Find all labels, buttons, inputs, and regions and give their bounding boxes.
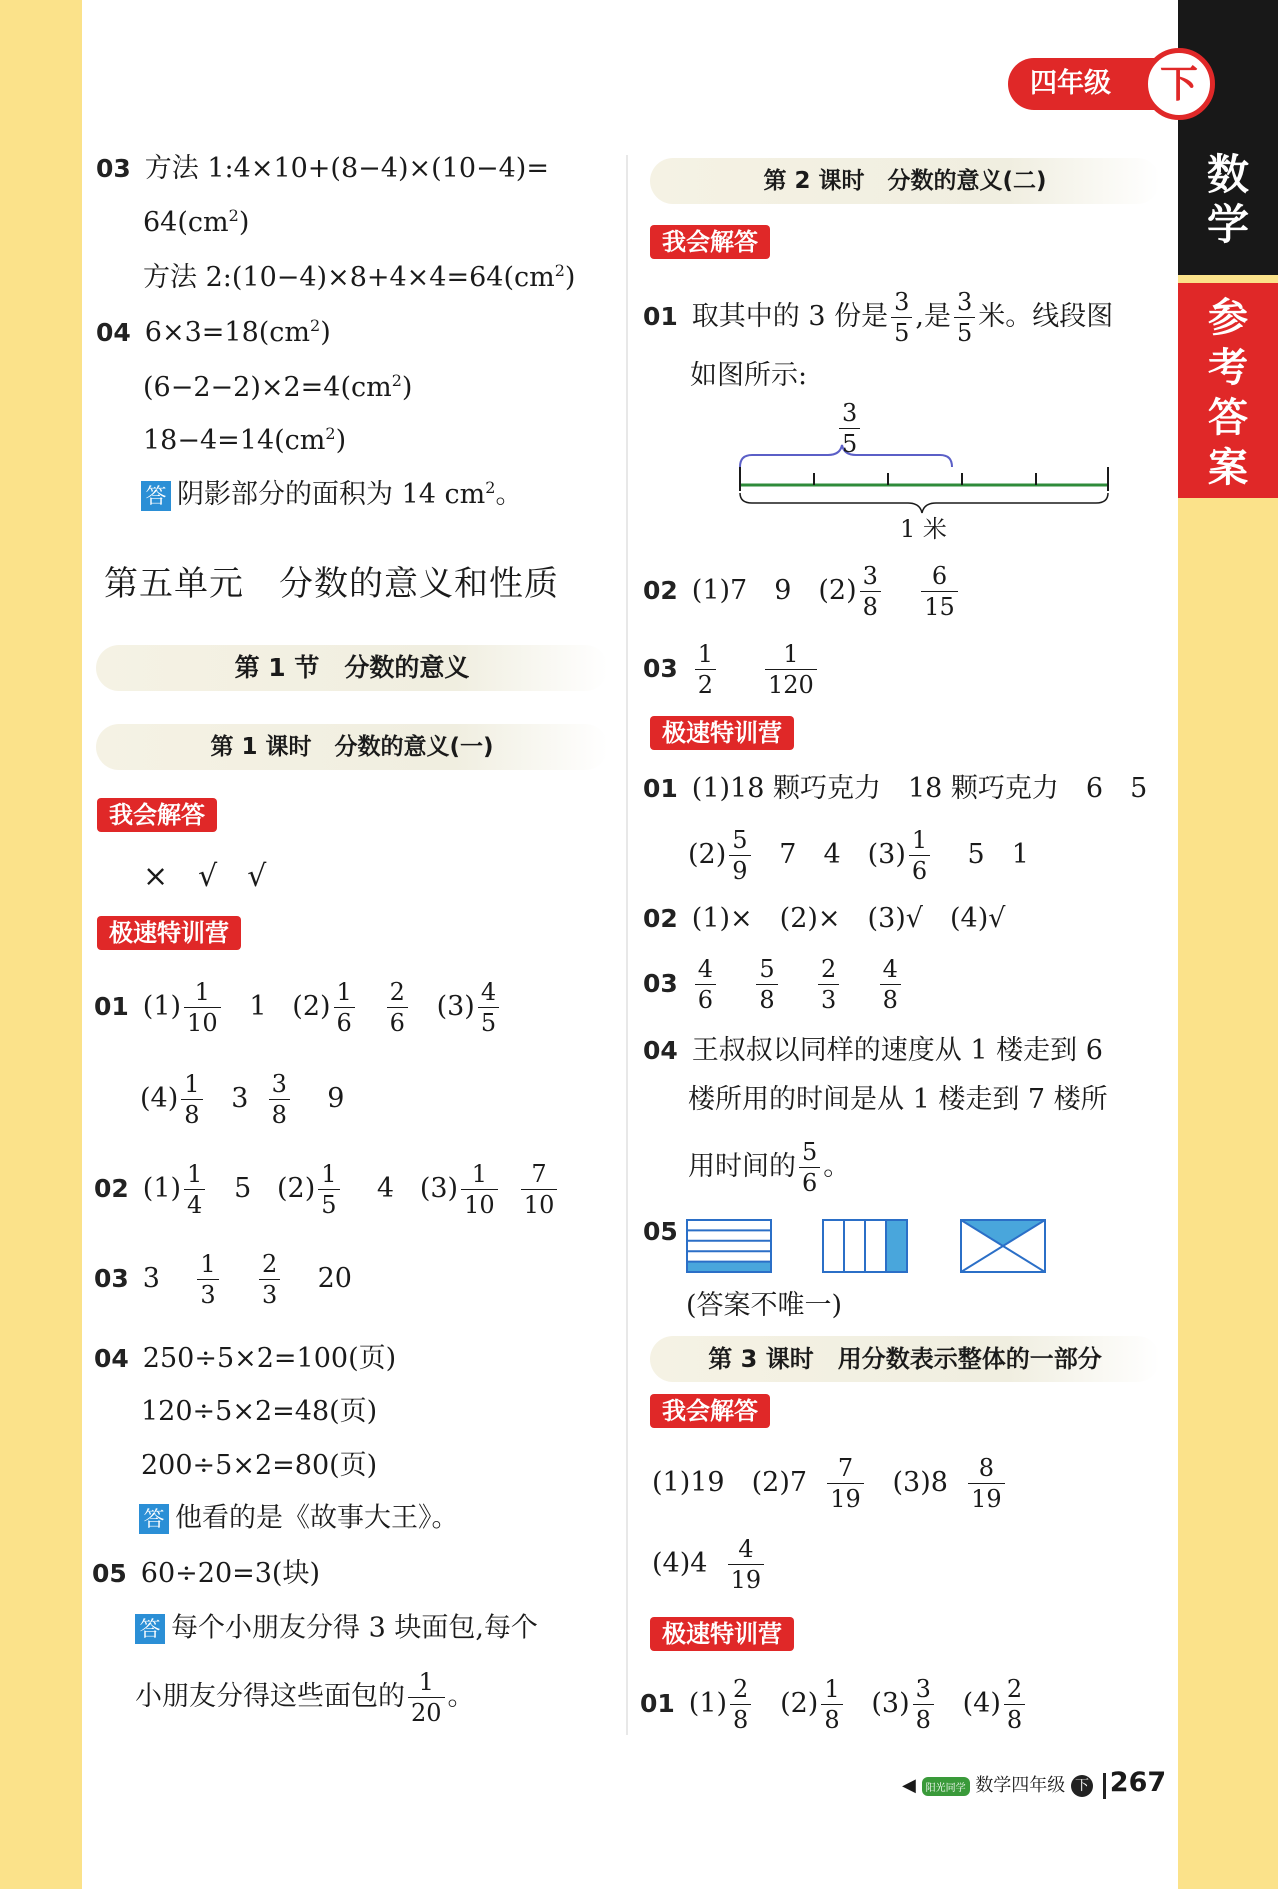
tag-train: 极速特训营 xyxy=(650,1617,794,1651)
fraction: $\frac{3}{5}$ xyxy=(891,290,912,345)
lesson-heading-2: 第 2 课时 分数的意义(二) xyxy=(650,158,1160,204)
line-segment-diagram xyxy=(730,399,1110,543)
fraction: $\frac{2}{6}$ xyxy=(387,980,408,1035)
footer-book: 数学四年级 xyxy=(975,1775,1066,1796)
fraction: $\frac{4}{5}$ xyxy=(478,980,499,1035)
left-t04-line1: 04 250÷5×2=100(页) xyxy=(94,1343,397,1374)
right-l3-line1: (1)19 (2)7 $\frac{7}{19}$ (3)8 $\frac{8}{19}$ xyxy=(652,1456,1008,1511)
fraction: $\frac{3}{8}$ xyxy=(269,1072,290,1127)
fraction: $\frac{2}{3}$ xyxy=(818,957,839,1012)
left-t04-line3: 200÷5×2=80(页) xyxy=(141,1450,378,1481)
fraction: $\frac{8}{19}$ xyxy=(968,1456,1005,1511)
fraction: $\frac{1}{3}$ xyxy=(197,1252,218,1307)
fraction: $\frac{6}{15}$ xyxy=(921,564,958,619)
tag-answer: 我会解答 xyxy=(650,225,770,259)
fraction: $\frac{2}{8}$ xyxy=(1004,1677,1025,1732)
right-t01-line1: 01 (1)18 颗巧克力 18 颗巧克力 6 5 xyxy=(643,773,1148,804)
fraction: $\frac{1}{10}$ xyxy=(184,980,221,1035)
shape-figures xyxy=(685,1218,1050,1276)
right-t01-line2: (2) $\frac{5}{9}$ 7 4 (3) $\frac{1}{6}$ 5 1 xyxy=(688,826,1029,885)
tag-train: 极速特训营 xyxy=(650,716,794,750)
left-t03-line: 03 3 $\frac{1}{3}$ $\frac{2}{3}$ 20 xyxy=(94,1250,352,1309)
left-q04-answer: 答 阴影部分的面积为 14 $cm^2$。 xyxy=(141,480,522,511)
fraction: $\frac{2}{3}$ xyxy=(259,1252,280,1307)
right-t05-num: 05 xyxy=(643,1217,678,1246)
fraction: $\frac{1}{5}$ xyxy=(318,1162,339,1217)
side-subject-label: 数 学 xyxy=(1178,0,1278,275)
fraction: $\frac{2}{8}$ xyxy=(730,1677,751,1732)
left-t04-answer: 答 他看的是《故事大王》。 xyxy=(139,1504,459,1534)
fraction: $\frac{5}{9}$ xyxy=(729,828,750,883)
tag-answer: 我会解答 xyxy=(650,1394,770,1428)
fraction: $\frac{1}{8}$ xyxy=(181,1072,202,1127)
right-t03-line: 03 $\frac{4}{6}$ $\frac{5}{8}$ $\frac{2}{3}$ $\frac{4}{8}$ xyxy=(643,957,904,1012)
left-t05-answer1: 答 每个小朋友分得 3 块面包,每个 xyxy=(135,1614,538,1644)
left-t05-answer2: 小朋友分得这些面包的 $\frac{1}{20}$ 。 xyxy=(135,1668,475,1727)
fraction: $\frac{1}{6}$ xyxy=(909,828,930,883)
right-q01-line2: 如图所示: xyxy=(690,360,808,391)
fraction: $\frac{1}{6}$ xyxy=(334,980,355,1035)
page-number: 267 xyxy=(1109,1767,1167,1798)
fraction: $\frac{1}{10}$ xyxy=(461,1162,498,1217)
left-q04-line1: 04 $6\times 3=18(cm^2)$ xyxy=(96,316,331,348)
right-t05-note: (答案不唯一) xyxy=(686,1290,843,1321)
grade-volume-badge: 下 xyxy=(1143,48,1215,120)
left-t05-line1: 05 60÷20=3(块) xyxy=(92,1558,321,1589)
fraction: $\frac{5}{6}$ xyxy=(799,1140,820,1195)
column-divider xyxy=(626,155,628,1735)
fraction: $\frac{3}{8}$ xyxy=(913,1677,934,1732)
grade-badge: 四年级 xyxy=(1008,58,1208,110)
right-t04-line1: 04 王叔叔以同样的速度从 1 楼走到 6 xyxy=(643,1035,1103,1066)
answer-mark-icon: 答 xyxy=(135,1614,165,1644)
footer-volume-mark: 下 xyxy=(1071,1775,1093,1797)
fraction: $\frac{7}{19}$ xyxy=(827,1456,864,1511)
left-t01-line2: (4) $\frac{1}{8}$ 3 $\frac{3}{8}$ 9 xyxy=(140,1070,345,1129)
side-answer-label: 参 考 答 案 xyxy=(1178,283,1278,498)
section-heading: 第 1 节 分数的意义 xyxy=(96,645,608,691)
left-q04-line2: $(6-2-2)\times 2=4(cm^2)$ xyxy=(143,371,413,403)
fraction: $\frac{1}{8}$ xyxy=(821,1677,842,1732)
right-l3t01-line: 01 (1) $\frac{2}{8}$ (2) $\frac{1}{8}$ (3) $\frac{3}{8}$ (4) $\frac{2}{8}$ xyxy=(640,1677,1028,1732)
left-marks: × √ √ xyxy=(143,859,267,894)
tag-train: 极速特训营 xyxy=(97,916,241,950)
fraction: $\frac{3}{5}$ xyxy=(954,290,975,345)
left-t02-line: 02 (1) $\frac{1}{4}$ 5 (2) $\frac{1}{5}$ 4 (3) $\frac{1}{10}$ $\frac{7}{10}$ xyxy=(94,1162,560,1217)
lesson-heading-3: 第 3 课时 用分数表示整体的一部分 xyxy=(650,1336,1160,1382)
right-q01-line1: 01 取其中的 3 份是 $\frac{3}{5}$ ,是 $\frac{3}{5}$ 米。线段图 xyxy=(643,288,1114,347)
brand-logo: 阳光同学 xyxy=(922,1777,970,1796)
fraction: $\frac{1}{4}$ xyxy=(184,1162,205,1217)
unit-title: 第五单元 分数的意义和性质 xyxy=(104,564,559,604)
left-t01-line1: 01 (1) $\frac{1}{10}$ 1 (2) $\frac{1}{6}$ $\frac{2}{6}$ (3) $\frac{4}{5}$ xyxy=(94,980,502,1035)
lesson-heading-1: 第 1 课时 分数的意义(一) xyxy=(96,724,608,770)
fraction: $\frac{4}{6}$ xyxy=(695,957,716,1012)
right-t04-line2: 楼所用的时间是从 1 楼走到 7 楼所 xyxy=(688,1084,1108,1115)
fraction: $\frac{7}{10}$ xyxy=(521,1162,558,1217)
fraction: $\frac{1}{120}$ xyxy=(765,642,817,697)
fraction: $\frac{1}{20}$ xyxy=(408,1670,445,1725)
right-q03-line: 03 $\frac{1}{2}$ $\frac{1}{120}$ xyxy=(643,642,820,697)
fraction: $\frac{3}{8}$ xyxy=(860,564,881,619)
fraction: $\frac{4}{19}$ xyxy=(728,1537,765,1592)
left-q03-line1: 03 方法 1:4×10+(8−4)×(10−4)= xyxy=(96,153,549,184)
left-t04-line2: 120÷5×2=48(页) xyxy=(141,1396,378,1427)
right-t02-line: 02 (1)× (2)× (3)√ (4)√ xyxy=(643,903,1006,934)
fraction: $\frac{1}{2}$ xyxy=(695,642,716,697)
left-margin-strip xyxy=(0,0,82,1889)
left-q03-line2: $64(cm^2)$ xyxy=(143,206,250,238)
left-q04-line3: $18-4=14(cm^2)$ xyxy=(143,424,347,456)
right-l3-line2: (4)4 $\frac{4}{19}$ xyxy=(652,1537,767,1592)
answer-mark-icon: 答 xyxy=(139,1504,169,1534)
footer-divider xyxy=(1103,1773,1106,1799)
right-t04-line3: 用时间的 $\frac{5}{6}$ 。 xyxy=(688,1138,851,1197)
back-arrow-icon: ◀ xyxy=(902,1775,916,1796)
fraction: $\frac{5}{8}$ xyxy=(756,957,777,1012)
fraction: $\frac{4}{8}$ xyxy=(880,957,901,1012)
page-footer xyxy=(902,1767,1166,1799)
tag-answer: 我会解答 xyxy=(97,798,217,832)
answer-mark-icon: 答 xyxy=(141,481,171,511)
diagram-length-label: 1 米 xyxy=(900,515,947,543)
right-q02-line: 02 (1)7 9 (2) $\frac{3}{8}$ $\frac{6}{15}$ xyxy=(643,564,961,619)
diagram-fraction-label: $\frac{3}{5}$ xyxy=(839,401,860,456)
left-q03-line3: 方法 $2:(10-4)\times 8+4\times 4=64(cm^2)$ xyxy=(143,261,576,293)
